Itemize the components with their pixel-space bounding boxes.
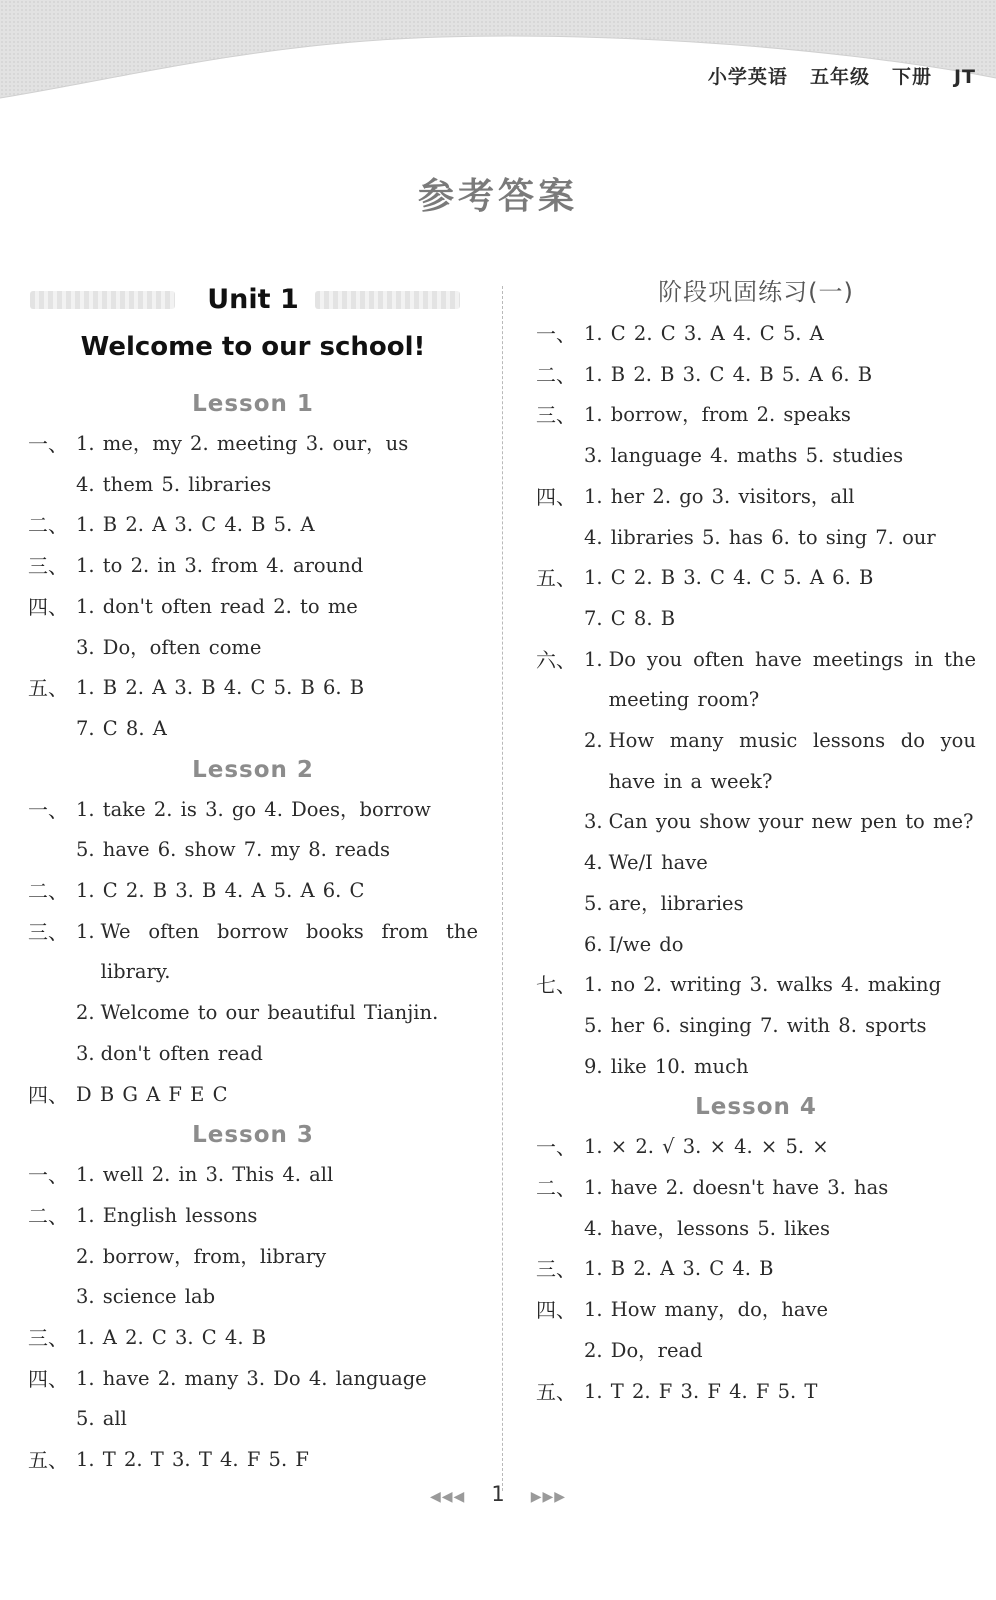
answer-line: 1. C 2. B 3. C 4. C 5. A 6. B [584,566,874,590]
question-number: 一、 [28,797,68,822]
sub-answer [584,802,976,843]
question-row [28,424,478,505]
lesson-answers [28,424,478,750]
left-column [28,278,478,1481]
question-row [536,558,976,639]
answer-line: 1. A 2. C 3. C 4. B [76,1326,267,1350]
answer-body [584,395,976,476]
answer-body [76,1318,478,1359]
stage-practice-answers [536,314,976,1087]
sub-answer [76,993,478,1034]
answer-line: 1. How many，do，have [584,1298,829,1322]
header-volume: 下册 [891,66,932,88]
lesson-answers [28,790,478,1116]
question-row [28,505,478,546]
answer-line: 3. language 4. maths 5. studies [584,444,904,468]
answer-line: 1. no 2. writing 3. walks 4. making [584,973,942,997]
answer-body [584,314,976,355]
answer-body [584,1290,976,1371]
question-number: 五、 [28,1448,68,1473]
question-row [536,1127,976,1168]
answer-line: 2. borrow，from，library [76,1244,327,1268]
answer-body [76,912,478,1075]
unit-title: Unit 1 [207,284,299,315]
answer-line: 1. English lessons [76,1203,258,1227]
question-number: 五、 [28,676,68,701]
sub-answer-text: We/I have [608,851,708,875]
sub-answer [584,640,976,721]
question-row [536,1290,976,1371]
answer-line: 1. have 2. many 3. Do 4. language [76,1366,427,1390]
question-row [536,1372,976,1413]
lesson-4-answers [536,1127,976,1412]
page-footer [0,1482,996,1506]
lesson-title: Lesson 2 [192,756,314,783]
answer-line: 9. like 10. much [584,1054,749,1078]
question-row [28,587,478,668]
lesson-title: Lesson 4 [695,1094,817,1121]
answer-body [76,1155,478,1196]
sub-answer-text: Can you show your new pen to me? [608,810,974,834]
answer-body [584,477,976,558]
answer-body [584,558,976,639]
answer-line: 4. libraries 5. has 6. to sing 7. our [584,525,936,549]
question-number: 三、 [28,919,68,944]
question-number: 四、 [28,1082,68,1107]
decorative-bar [315,291,460,309]
question-row [536,1249,976,1290]
sub-answer-text: I/we do [608,932,684,956]
question-row [28,1440,478,1481]
answer-line: 4. them 5. libraries [76,472,272,496]
answer-body [584,1127,976,1168]
question-number: 二、 [536,1176,576,1201]
answer-line: 1. well 2. in 3. This 4. all [76,1163,334,1187]
sub-answer [584,721,976,802]
answer-body [76,871,478,912]
question-row [536,1168,976,1249]
answer-line: 5. her 6. singing 7. with 8. sports [584,1013,927,1037]
sub-answer-index: 1. [76,919,95,943]
question-row [28,912,478,1075]
sub-answer [584,884,976,925]
sub-answer-index: 4. [584,851,603,875]
header-subject: 小学英语 [707,66,788,88]
question-number: 五、 [536,566,576,591]
answer-line: 1. B 2. B 3. C 4. B 5. A 6. B [584,362,873,386]
page-number: 1 [491,1482,505,1506]
sub-answer-index: 3. [584,810,603,834]
question-row [536,965,976,1087]
answer-line: 7. C 8. A [76,716,167,740]
question-number: 二、 [28,513,68,538]
answer-line: 1. B 2. A 3. C 4. B 5. A [76,513,315,537]
question-row [28,871,478,912]
answer-line: D B G A F E C [76,1082,228,1106]
answer-line: 1. have 2. doesn't have 3. has [584,1176,889,1200]
question-row [28,790,478,871]
answer-line: 3. science lab [76,1285,216,1309]
answer-line: 5. all [76,1407,127,1431]
answer-body [584,965,976,1087]
answer-line: 5. have 6. show 7. my 8. reads [76,838,391,862]
sub-answer-index: 1. [584,647,603,671]
question-row [28,1196,478,1318]
answer-line: 1. take 2. is 3. go 4. Does，borrow [76,797,431,821]
question-number: 三、 [536,1257,576,1282]
answer-line: 1. borrow，from 2. speaks [584,403,851,427]
question-row [28,1359,478,1440]
answer-line: 3. Do，often come [76,635,262,659]
question-number: 三、 [536,403,576,428]
question-number: 四、 [28,1366,68,1391]
lesson-title: Lesson 3 [192,1122,314,1149]
sub-answer-index: 5. [584,891,603,915]
sub-answer-index: 3. [76,1041,95,1065]
sub-answer-index: 6. [584,932,603,956]
unit-subtitle: Welcome to our school! [80,332,426,362]
decorative-bar [30,291,175,309]
question-row [28,546,478,587]
lesson-title: Lesson 1 [192,391,314,417]
question-number: 一、 [536,1135,576,1160]
answer-line: 1. C 2. B 3. B 4. A 5. A 6. C [76,879,365,903]
answer-body [76,790,478,871]
lesson-answers [28,1155,478,1481]
question-row [28,668,478,749]
answer-body [76,668,478,749]
right-column [536,272,976,1412]
answer-body [584,355,976,396]
sub-answer [76,912,478,993]
answer-line: 1. don't often read 2. to me [76,594,358,618]
answer-line: 1. T 2. T 3. T 4. F 5. F [76,1448,309,1472]
question-number: 七、 [536,973,576,998]
question-row [28,1075,478,1116]
answer-line: 1. B 2. A 3. C 4. B [584,1257,774,1281]
question-row [28,1155,478,1196]
question-number: 二、 [28,879,68,904]
question-number: 二、 [28,1203,68,1228]
sub-answer-text: are，libraries [608,891,744,915]
question-number: 四、 [536,484,576,509]
answer-body [76,1196,478,1318]
header-edition: JT [953,66,976,88]
question-row [536,355,976,396]
answer-body [76,1359,478,1440]
stage-practice-title: 阶段巩固练习(一) [658,278,854,306]
question-row [536,314,976,355]
answer-body [76,546,478,587]
sub-answer [584,925,976,966]
sub-answer-text: don't often read [100,1041,263,1065]
question-number: 三、 [28,1326,68,1351]
question-number: 一、 [536,322,576,346]
sub-answer-text: How many music lessons do you have in a week? [608,729,976,793]
sub-answer-text: Do you often have meetings in the meeting room? [608,647,976,712]
answer-body [76,587,478,668]
column-divider [502,286,503,1491]
answer-body [76,505,478,546]
answer-body [584,1372,976,1413]
next-arrows-icon: ▶▶▶ [530,1489,566,1505]
sub-answer-index: 2. [76,1001,95,1025]
header-grade: 五年级 [809,66,870,88]
answer-line: 1. C 2. C 3. A 4. C 5. A [584,322,824,345]
question-number: 四、 [28,594,68,619]
answer-line: 1. × 2. √ 3. × 4. × 5. × [584,1135,829,1159]
answer-body [584,1249,976,1290]
question-number: 一、 [28,1163,68,1188]
prev-arrows-icon: ◀◀◀ [430,1489,466,1505]
answer-body [76,424,478,505]
answer-body [76,1075,478,1116]
sub-answer-text: We often borrow books from the library. [100,919,478,984]
answer-line: 1. me，my 2. meeting 3. our，us [76,432,409,455]
answer-body [76,1440,478,1481]
question-number: 二、 [536,362,576,387]
question-row [536,395,976,476]
sub-answer-index: 2. [584,729,603,753]
unit-heading [28,278,478,384]
answer-line: 2. Do，read [584,1338,703,1362]
question-row [28,1318,478,1359]
question-number: 四、 [536,1298,576,1323]
header-book-info [686,62,976,89]
question-number: 五、 [536,1379,576,1404]
answer-line: 1. T 2. F 3. F 4. F 5. T [584,1379,818,1403]
question-number: 六、 [536,647,576,672]
answer-line: 1. to 2. in 3. from 4. around [76,554,364,578]
answer-line: 4. have，lessons 5. likes [584,1216,830,1240]
left-lessons [28,384,478,1481]
question-number: 三、 [28,554,68,579]
answer-line: 1. B 2. A 3. B 4. C 5. B 6. B [76,676,365,700]
question-row [536,477,976,558]
header-band [0,0,996,110]
sub-answer-text: Welcome to our beautiful Tianjin. [100,1001,439,1025]
answer-line: 1. her 2. go 3. visitors，all [584,484,855,508]
question-number: 一、 [28,432,68,456]
sub-answer [584,843,976,884]
answer-body [584,1168,976,1249]
sub-answer [76,1034,478,1075]
answer-line: 7. C 8. B [584,606,676,630]
answer-body [584,640,976,966]
question-row [536,640,976,966]
page-title: 参考答案 [417,176,578,217]
